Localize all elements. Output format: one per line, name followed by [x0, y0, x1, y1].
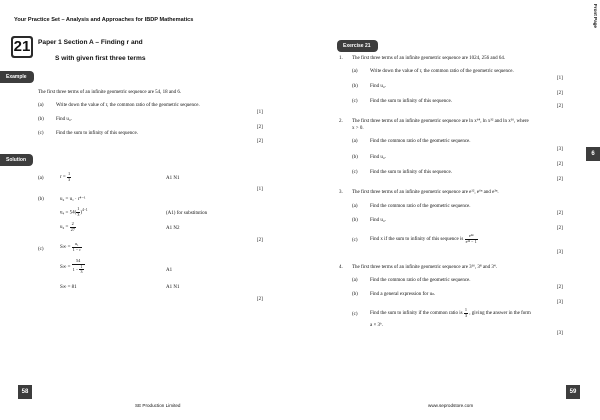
- solution-a-tag: (a): [38, 176, 44, 181]
- section-number-badge: [11, 36, 33, 58]
- solution-c-line3: S∞ = 81: [60, 285, 77, 290]
- solution-b-line2-exp: 4−1: [82, 208, 88, 212]
- q4-b-marks: [3]: [557, 300, 563, 305]
- solution-a-marks: A1 N1: [166, 176, 180, 181]
- solution-a-line: [60, 172, 71, 182]
- front-page-side-tab[interactable]: [588, 2, 600, 42]
- solution-c-line2-den-num: 1: [80, 263, 83, 269]
- example-part-c-text: Find the sum to infinity of this sequence.: [56, 131, 138, 136]
- q4-a-marks: [2]: [557, 285, 563, 290]
- q4-c-line: [370, 308, 531, 318]
- q1-number: 1.: [339, 56, 343, 61]
- footer-website: www.seprodstore.com: [428, 403, 474, 408]
- running-header: Your Practice Set – Analysis and Approaches for IBDP Mathematics: [14, 17, 194, 23]
- q1-c-marks: [2]: [557, 104, 563, 109]
- q2-a-marks: [3]: [557, 147, 563, 152]
- section-title-line2: S with given first three terms: [55, 55, 146, 62]
- q3-c-marks: [3]: [557, 250, 563, 255]
- example-intro: The first three terms of an infinite geometric sequence are 54, 18 and 6.: [38, 90, 182, 95]
- q2-c-tag: (c): [352, 170, 358, 175]
- q4-number: 4.: [339, 265, 343, 270]
- q4-c-tag: (c): [352, 312, 358, 317]
- solution-c-line3-marks: A1 N1: [166, 285, 180, 290]
- solution-b-line3-lhs: u₄ =: [60, 225, 69, 231]
- q4-c-frac-den: 3: [464, 312, 468, 318]
- footer-publisher: SE Production Limited: [135, 403, 181, 408]
- example-part-b-marks: [2]: [257, 125, 263, 130]
- section-number: 21: [13, 38, 31, 55]
- section-title-line1: Paper 1 Section A – Finding r and: [38, 39, 143, 46]
- solution-a-den: 3: [68, 176, 71, 182]
- exercise-label: Exercise 21: [337, 40, 378, 52]
- solution-c-line2-den-fraction: [79, 265, 83, 275]
- q3-b-marks: [2]: [557, 226, 563, 231]
- q2-a-tag: (a): [352, 139, 358, 144]
- q2-b-tag: (b): [352, 155, 358, 160]
- solution-b-line3-num: 2: [70, 222, 76, 228]
- solution-b-tag: (b): [38, 197, 44, 202]
- q2-c-marks: [2]: [557, 177, 563, 182]
- q1-b-marks: [2]: [557, 91, 563, 96]
- solution-c-line2-den-den: 3: [80, 269, 83, 275]
- solution-c-line1-num: u₁: [72, 242, 82, 248]
- q2-b-text: Find u₄.: [370, 155, 386, 160]
- solution-c-line2-den-a: 1 −: [72, 266, 79, 272]
- q1-a-text: Write down the value of r, the common ratio of the geometric sequence.: [370, 69, 514, 74]
- q4-b-tag: (b): [352, 292, 358, 297]
- solution-c-line2-lhs: S∞ =: [60, 265, 71, 271]
- solution-c-line2-num: 54: [72, 259, 85, 265]
- q1-a-tag: (a): [352, 69, 358, 74]
- q3-number: 3.: [339, 190, 343, 195]
- solution-a-num: 1: [68, 171, 71, 176]
- solution-c-line1: [60, 242, 82, 252]
- q3-b-tag: (b): [352, 218, 358, 223]
- solution-label: Solution: [0, 154, 33, 166]
- q4-b-text: Find a general expression for uₙ.: [370, 292, 436, 297]
- q3-stem: The first three terms of an infinite geometric sequence are e¹², e⁶ⁿ and e³ⁿ.: [352, 190, 499, 195]
- q1-c-text: Find the sum to infinity of this sequence.: [370, 99, 452, 104]
- q3-b-text: Find u₄.: [370, 218, 386, 223]
- example-part-c-marks: [2]: [257, 139, 263, 144]
- q4-a-text: Find the common ratio of the geometric sequence.: [370, 278, 471, 283]
- example-label: Example: [0, 71, 34, 83]
- solution-c-line2-fraction: [72, 259, 85, 275]
- q3-a-text: Find the common ratio of the geometric sequence.: [370, 204, 471, 209]
- solution-a-fraction: [67, 172, 71, 182]
- example-part-a-marks: [1]: [257, 110, 263, 115]
- solution-c-line1-fraction: [72, 242, 82, 252]
- q4-c-text: Find the sum to infinity if the common ratio is: [370, 311, 463, 317]
- q2-stem: The first three terms of an infinite geometric sequence are ln x⁶⁴, ln x³² and ln x¹⁶, where: [352, 119, 529, 124]
- solution-a-lhs: r =: [60, 175, 66, 181]
- example-part-a-text: Write down the value of r, the common ratio of the geometric sequence.: [56, 103, 200, 108]
- q4-stem: The first three terms of an infinite geometric sequence are 3¹⁶, 3⁸ and 3⁴.: [352, 265, 497, 270]
- example-part-c-tag: (c): [38, 131, 44, 136]
- solution-b-line1: u₄ = u₁ · r⁴⁻¹: [60, 197, 86, 202]
- q4-c-frac-num: 1: [464, 307, 468, 312]
- q3-c-tag: (c): [352, 238, 358, 243]
- solution-b-line2-lhs: u₄ = 54: [60, 210, 75, 216]
- solution-c-line1-lhs: S∞ =: [60, 245, 71, 251]
- q4-c-text-after: , giving the answer in the form: [469, 311, 531, 317]
- right-page-number: 59: [566, 385, 580, 399]
- q3-c-text: Find x if the sum to infinity of this sequence is: [370, 237, 464, 243]
- q2-c-text: Find the sum to infinity of this sequence.: [370, 170, 452, 175]
- solution-b-line2-fraction: [76, 207, 80, 217]
- solution-b-note: (A1) for substitution: [166, 211, 208, 216]
- solution-b-line2-den: 3: [77, 212, 80, 218]
- q3-c-frac-den: e¹² − 1: [465, 238, 477, 244]
- example-part-b-text: Find u₄.: [56, 117, 72, 122]
- q3-c-line: [370, 234, 478, 244]
- q2-b-marks: [2]: [557, 162, 563, 167]
- solution-b-line2: u₄ = 54( $\frac{1}{3}$ )$^{4-1}$: [60, 206, 88, 218]
- example-part-a-tag: (a): [38, 103, 44, 108]
- solution-b-marks: A1 N2: [166, 226, 180, 231]
- q2-number: 2.: [339, 119, 343, 124]
- q1-a-marks: [1]: [557, 76, 563, 81]
- solution-b-line3: [60, 222, 76, 232]
- q3-c-frac-num: e²⁴: [465, 234, 478, 240]
- q2-a-text: Find the common ratio of the geometric sequence.: [370, 139, 471, 144]
- q1-stem: The first three terms of an infinite geometric sequence are 1024, 256 and 64.: [352, 56, 506, 61]
- q4-a-tag: (a): [352, 278, 358, 283]
- q4-c-marks: [3]: [557, 331, 563, 336]
- solution-b-line2-num: 1: [77, 206, 80, 212]
- solution-b-total: [2]: [257, 238, 263, 243]
- q3-a-marks: [2]: [557, 211, 563, 216]
- chapter-tab[interactable]: 6: [586, 147, 600, 161]
- solution-c-marks: A1: [166, 268, 173, 273]
- solution-c-line2: [60, 259, 85, 275]
- solution-b-line3-fraction: [70, 222, 76, 232]
- q4-c-fraction: [464, 308, 468, 318]
- side-tab-label: Front Page: [593, 4, 598, 28]
- solution-c-tag: (c): [38, 247, 44, 252]
- example-part-b-tag: (b): [38, 117, 44, 122]
- left-page-number: 58: [18, 385, 32, 399]
- q2-stem-line2: x > 0.: [352, 126, 364, 131]
- q3-c-fraction: [465, 234, 478, 244]
- solution-a-total: [1]: [257, 187, 263, 192]
- q1-b-tag: (b): [352, 84, 358, 89]
- q1-c-tag: (c): [352, 99, 358, 104]
- solution-b-line3-den: 27: [70, 226, 75, 232]
- q4-c-text2: a × 3ᵇ.: [370, 323, 383, 328]
- solution-c-line2-den: [72, 265, 85, 275]
- q1-b-text: Find u₄.: [370, 84, 386, 89]
- q3-a-tag: (a): [352, 204, 358, 209]
- solution-c-line1-den: 1 − r: [72, 246, 81, 252]
- solution-c-total: [2]: [257, 297, 263, 302]
